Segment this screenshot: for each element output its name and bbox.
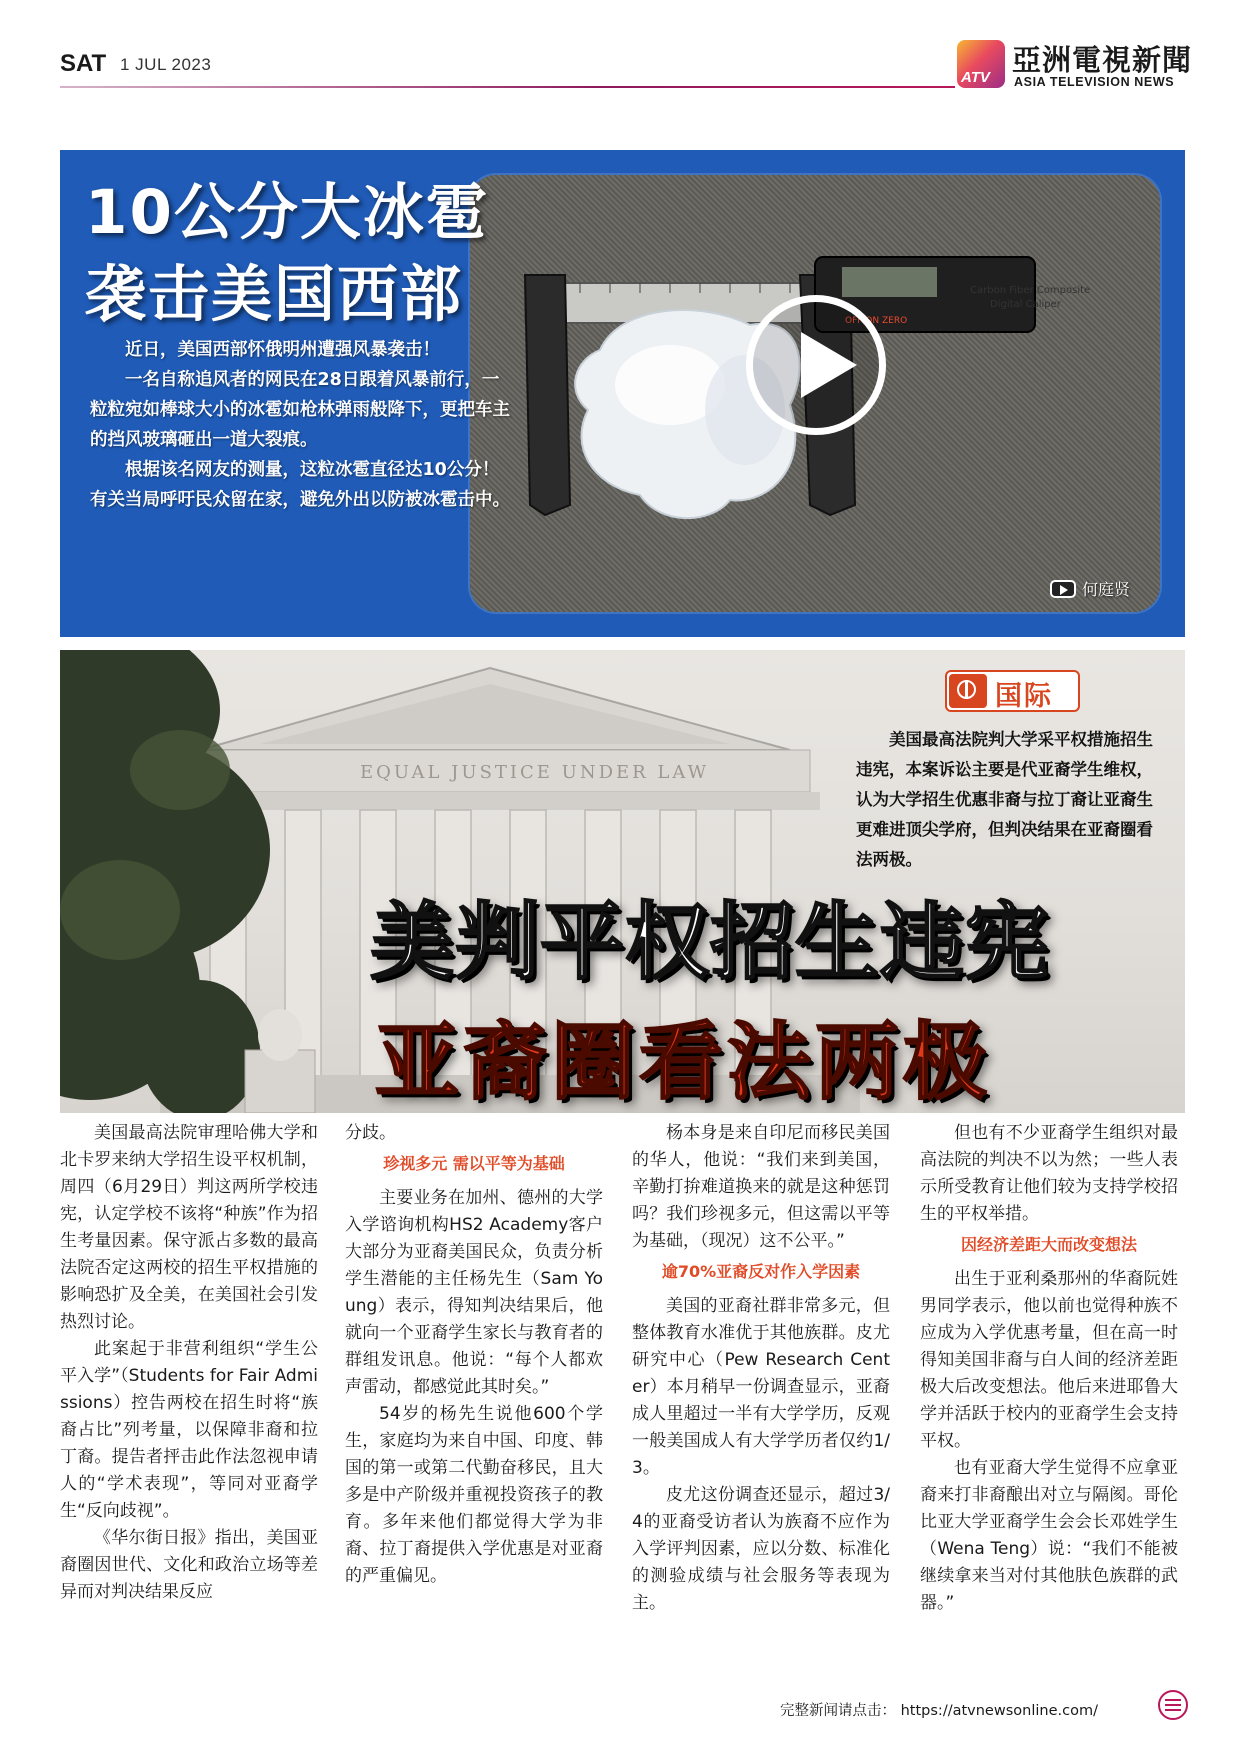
badge-label: 国际: [995, 681, 1053, 712]
svg-text:Digital Caliper: Digital Caliper: [990, 299, 1061, 310]
article-paragraph: 出生于亚利桑那州的华裔阮姓男同学表示，他以前也觉得种族不应成为入学优惠考量，但在高一时得知美国非裔与白人间的经济差距极大后改变想法。他后来进耶鲁大学并活跃于校内的亚裔学生会支持平权。: [920, 1269, 1178, 1451]
article-column-1: [60, 1120, 318, 1606]
globe-icon: [949, 674, 987, 708]
svg-text:Carbon Fiber Composite: Carbon Fiber Composite: [970, 285, 1091, 296]
hail-body-text: [90, 335, 510, 515]
photo-credit: 何庭贤: [1082, 580, 1131, 599]
court-summary: 美国最高法院判大学采平权措施招生违宪，本案诉讼主要是代亚裔学生维权，认为大学招生优惠非裔与拉丁裔让亚裔生更难进顶尖学府，但判决结果在亚裔圈看法两极。: [856, 730, 1153, 869]
video-credit-icon: [1050, 580, 1076, 598]
article-column-4: [920, 1120, 1178, 1617]
logo-chinese-name: 亞洲電視新聞: [1012, 43, 1193, 77]
article-paragraph: 杨本身是来自印尼而移民美国的华人，他说：“我们来到美国，辛勤打拚难道换来的就是这种惩罚吗？我们珍视多元，但这需以平等为基础，（现况）这不公平。”: [632, 1123, 890, 1251]
svg-text:OFF ON ZERO: OFF ON ZERO: [845, 316, 908, 326]
section-heading: 珍视多元 需以平等为基础: [383, 1154, 565, 1173]
article-paragraph: 美国最高法院审理哈佛大学和北卡罗来纳大学招生设平权机制，周四（6月29日）判这两所学校违宪，认定学校不该将“种族”作为招生考量因素。保守派占多数的最高法院否定这两校的招生平权措施的影响恐扩及全美，在美国社会引发热烈讨论。: [60, 1123, 318, 1332]
article-paragraph: 此案起于非营利组织“学生公平入学”（Students for Fair Admissions）控告两校在招生时将“族裔占比”列考量，以保障非裔和拉丁裔。提告者抨击此作法忽视申请人的“学术表现”，等同对亚裔学生“反向歧视”。: [60, 1339, 318, 1521]
hail-paragraph: 近日，美国西部怀俄明州遭强风暴袭击！: [125, 340, 440, 360]
header-rule: [60, 86, 955, 88]
article-paragraph: 《华尔街日报》指出，美国亚裔圈因世代、文化和政治立场等差异而对判决结果反应: [60, 1528, 318, 1602]
international-badge: [945, 670, 1080, 712]
atv-footer-icon: [1158, 1690, 1188, 1720]
article-paragraph: 皮尤这份调查还显示，超过3/4的亚裔受访者认为族裔不应作为入学评判因素，应以分数、标准化的测验成绩与社会服务等表现为主。: [632, 1485, 890, 1613]
date-label: 1 JUL 2023: [120, 55, 212, 74]
court-headline-line1: 美判平权招生违宪: [370, 893, 1051, 991]
play-icon[interactable]: [746, 295, 886, 435]
section-heading: 逾70%亚裔反对作入学因素: [661, 1262, 861, 1281]
footer-link[interactable]: 完整新闻请点击： https://atvnewsonline.com/: [780, 1703, 1098, 1719]
article-paragraph: 也有亚裔大学生觉得不应拿亚裔来打非裔酿出对立与隔阂。哥伦比亚大学亚裔学生会会长邓姓学生（Wena Teng）说：“我们不能被继续拿来当对付其他肤色族群的武器。”: [920, 1458, 1178, 1613]
court-story-panel: [60, 650, 1185, 1113]
article-body: [60, 1120, 1185, 1640]
hail-story-panel: [60, 150, 1185, 637]
svg-text:EQUAL JUSTICE UNDER LAW: EQUAL JUSTICE UNDER LAW: [360, 762, 710, 783]
atv-logo-icon: ATV: [957, 40, 1005, 88]
hail-headline: 10公分大冰雹 袭击美国西部: [85, 177, 489, 330]
hail-paragraph: 一名自称追风者的网民在28日跟着风暴前行，一粒粒宛如棒球大小的冰雹如枪林弹雨般降下，更把车主的挡风玻璃砸出一道大裂痕。: [90, 370, 510, 450]
article-paragraph: 美国的亚裔社群非常多元，但整体教育水准优于其他族群。皮尤研究中心（Pew Research Center）本月稍早一份调查显示，亚裔成人里超过一半有大学学历，反观一般美国成人有大学学历者仅约1/3。: [632, 1296, 890, 1478]
article-column-3: [632, 1120, 890, 1617]
court-headline-line2: 亚裔圈看法两极: [375, 1013, 992, 1111]
article-paragraph: 主要业务在加州、德州的大学入学谘询机构HS2 Academy客户大部分为亚裔美国民众，负责分析学生潜能的主任杨先生（Sam Young）表示，得知判决结果后，他就向一个亚裔学生家长与教育者的群组发讯息。他说：“每个人都欢声雷动，都感觉此其时矣。”: [345, 1188, 603, 1397]
article-paragraph: 分歧。: [345, 1123, 396, 1143]
article-paragraph: 但也有不少亚裔学生组织对最高法院的判决不以为然；一些人表示所受教育让他们较为支持学校招生的平权举措。: [920, 1123, 1178, 1224]
section-heading: 因经济差距大而改变想法: [960, 1235, 1137, 1254]
hail-video-thumbnail[interactable]: [470, 175, 1160, 612]
article-paragraph: 54岁的杨先生说他600个学生，家庭均为来自中国、印度、韩国的第一或第二代勤奋移民，且大多是中产阶级并重视投资孩子的教育。多年来他们都觉得大学为非裔、拉丁裔提供入学优惠是对亚裔的严重偏见。: [345, 1404, 603, 1586]
hail-paragraph: 根据该名网友的测量，这粒冰雹直径达10公分！有关当局呼吁民众留在家，避免外出以防被冰雹击中。: [90, 460, 510, 510]
article-column-2: [345, 1120, 603, 1590]
day-label: SAT: [60, 50, 107, 77]
logo-english-name: ASIA TELEVISION NEWS: [1014, 75, 1175, 89]
